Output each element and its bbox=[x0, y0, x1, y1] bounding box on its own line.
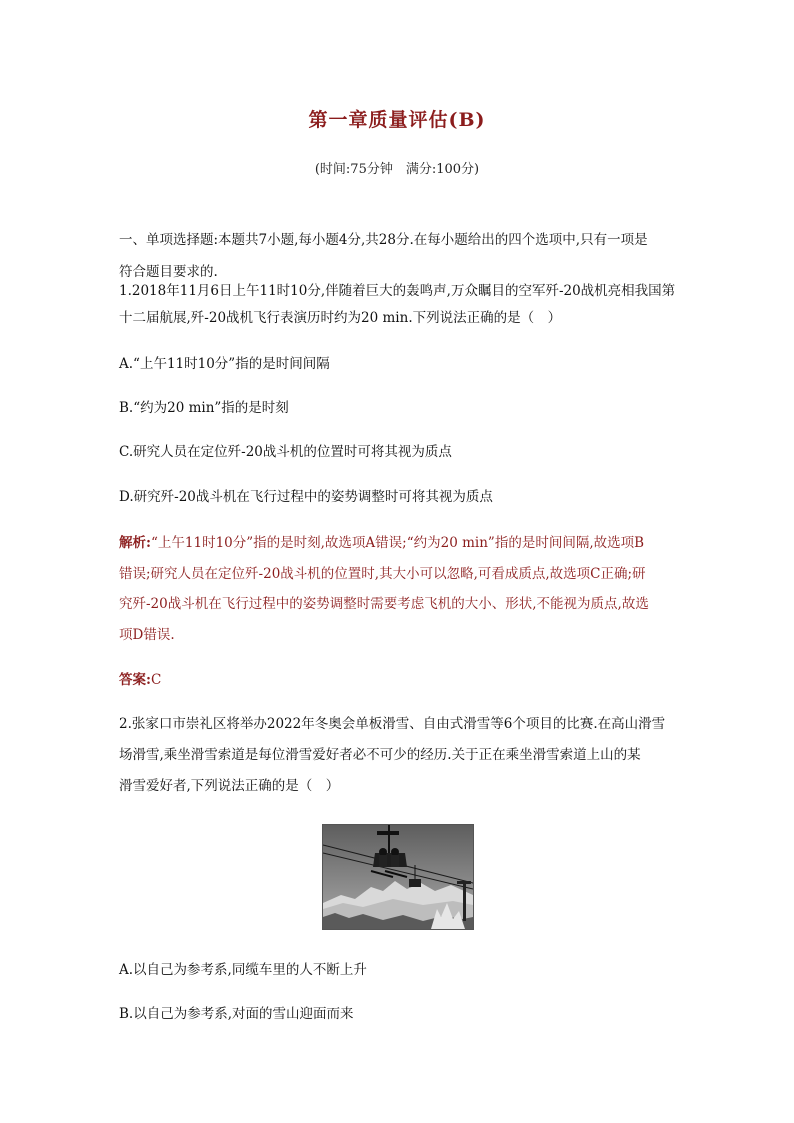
q2-stem-line-1: 2.张家口市崇礼区将举办2022年冬奥会单板滑雪、自由式滑雪等6个项目的比赛.在高山滑雪 bbox=[119, 716, 666, 732]
q2-option-a: A.以自己为参考系,同缆车里的人不断上升 bbox=[119, 962, 367, 978]
answer-value: C bbox=[150, 672, 162, 688]
q1-analysis-line-4: 项D错误. bbox=[119, 627, 175, 643]
q1-option-d: D.研究歼-20战斗机在飞行过程中的姿势调整时可将其视为质点 bbox=[119, 489, 493, 505]
section-header-line-2: 符合题目要求的. bbox=[119, 264, 218, 280]
q2-option-b: B.以自己为参考系,对面的雪山迎面而来 bbox=[119, 1006, 354, 1022]
q1-analysis-line-3: 究歼-20战斗机在飞行过程中的姿势调整时需要考虑飞机的大小、形状,不能视为质点,故选 bbox=[119, 596, 649, 612]
exam-info: (时间:75分钟 满分:100分) bbox=[314, 162, 480, 177]
q1-option-a: A.“上午11时10分”指的是时间间隔 bbox=[119, 356, 330, 372]
q1-option-b: B.“约为20 min”指的是时刻 bbox=[119, 400, 289, 416]
ski-lift-photo bbox=[322, 824, 474, 930]
ski-lift-illustration bbox=[323, 825, 473, 929]
page-title: 第一章质量评估(B) bbox=[308, 109, 486, 131]
analysis-label: 解析: bbox=[119, 535, 151, 551]
q1-option-c: C.研究人员在定位歼-20战斗机的位置时可将其视为质点 bbox=[119, 444, 452, 460]
q1-stem-line-2: 十二届航展,歼-20战机飞行表演历时约为20 min.下列说法正确的是（ ） bbox=[119, 310, 562, 326]
q1-analysis-line-2: 错误;研究人员在定位歼-20战斗机的位置时,其大小可以忽略,可看成质点,故选项C正确;研 bbox=[119, 566, 646, 582]
answer-label: 答案: bbox=[119, 672, 151, 688]
q2-stem-line-2: 场滑雪,乘坐滑雪索道是每位滑雪爱好者必不可少的经历.关于正在乘坐滑雪索道上山的某 bbox=[119, 747, 641, 763]
q1-analysis-line-1 bbox=[119, 533, 679, 553]
q1-stem-line-1: 1.2018年11月6日上午11时10分,伴随着巨大的轰鸣声,万众瞩目的空军歼-20战机亮相我国第 bbox=[119, 283, 676, 299]
section-header-line-1: 一、单项选择题:本题共7小题,每小题4分,共28分.在每小题给出的四个选项中,只有一项是 bbox=[119, 232, 648, 248]
q2-stem-line-3: 滑雪爱好者,下列说法正确的是（ ） bbox=[119, 778, 340, 794]
q1-answer bbox=[119, 670, 679, 690]
analysis-text-1: “上午11时10分”指的是时刻,故选项A错误;“约为20 min”指的是时间间隔,故选项B bbox=[150, 535, 645, 551]
